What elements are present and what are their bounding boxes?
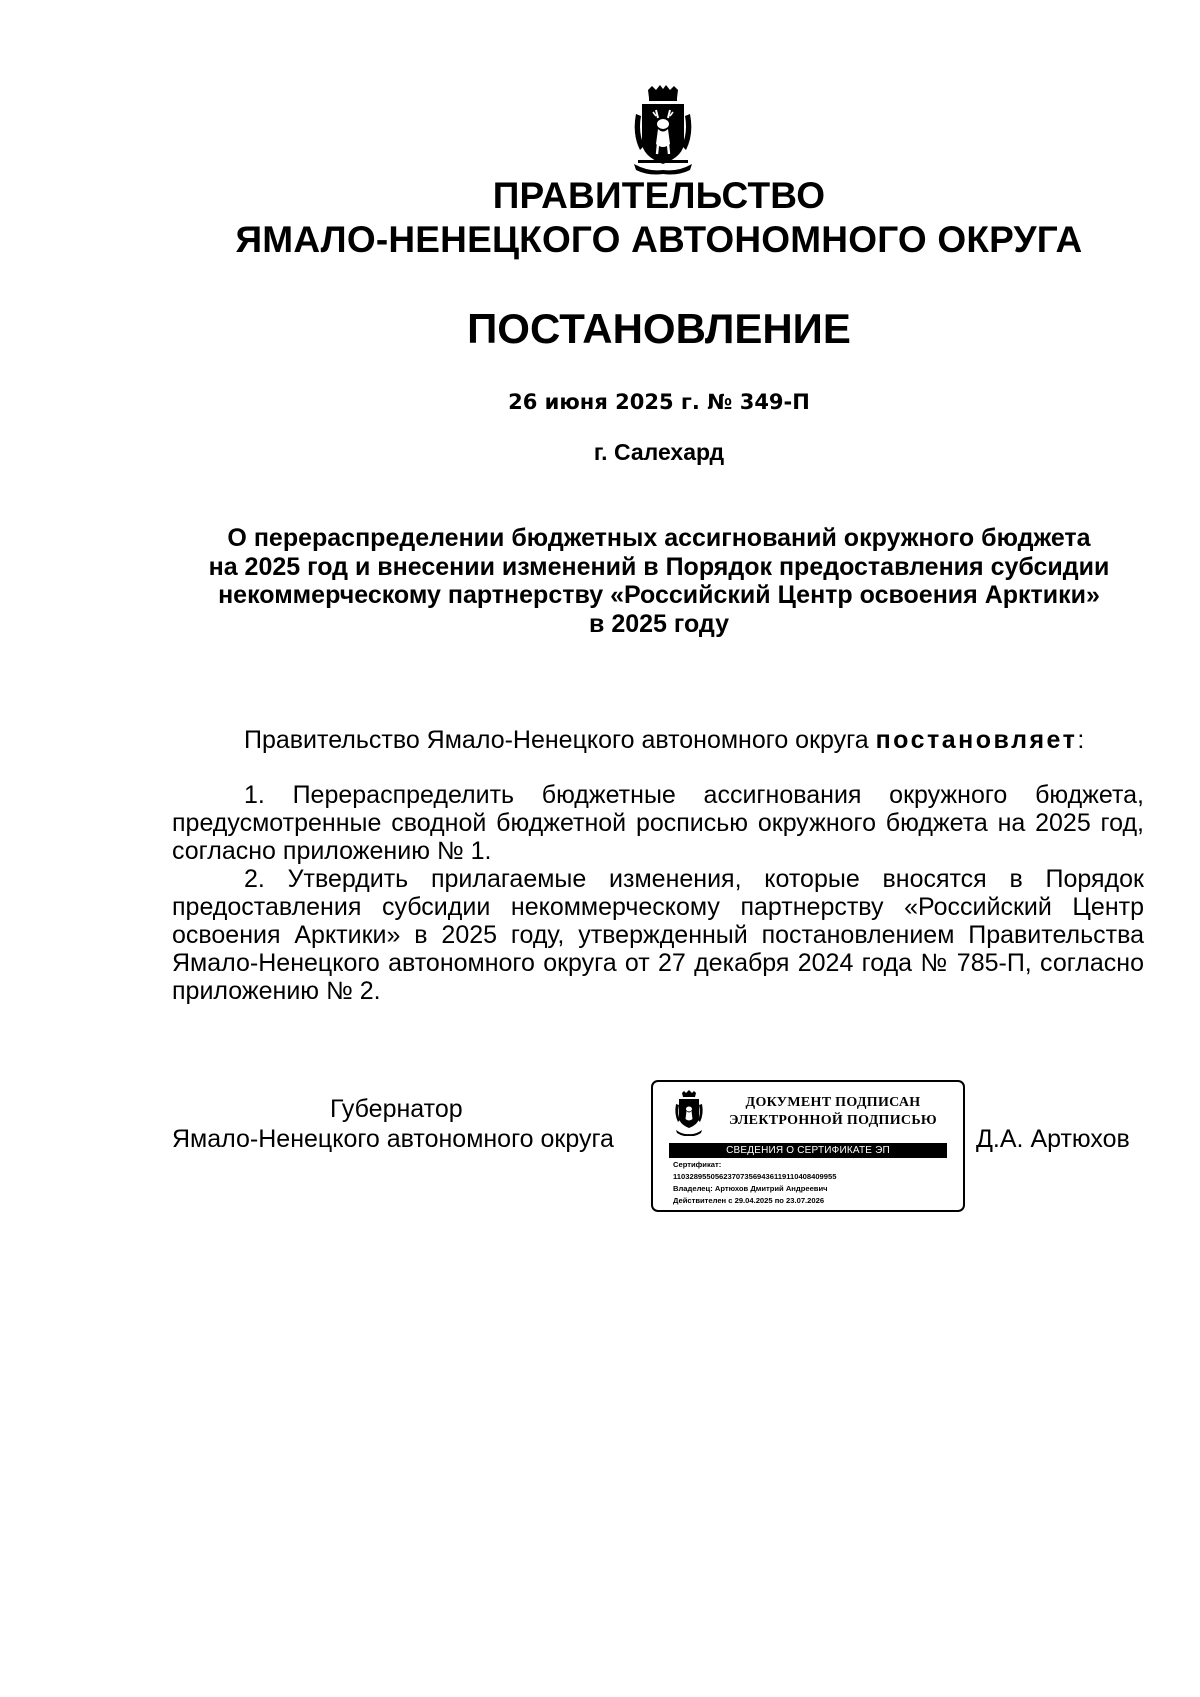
subject-line: некоммерческому партнерству «Российский Центр освоения Арктики» (218, 581, 1100, 609)
subject-line: О перераспределении бюджетных ассигнований окружного бюджета (227, 524, 1091, 552)
document-type: ПОСТАНОВЛЕНИЕ (467, 305, 851, 352)
signatory-title-line1: Губернатор (330, 1095, 463, 1123)
preamble (172, 726, 1144, 754)
document-date-number: 26 июня 2025 г. № 349-П (508, 390, 810, 414)
preamble-keyword: постановляет (875, 726, 1078, 754)
preamble-text: Правительство Ямало-Ненецкого автономного округа (244, 726, 876, 754)
signatory-title-line2: Ямало-Ненецкого автономного округа (172, 1125, 614, 1153)
document-subject (160, 524, 1158, 638)
stamp-coat-of-arms-icon (673, 1090, 705, 1136)
stamp-certificate-number: 110328955056237073569436119110408409955 (673, 1172, 837, 1181)
resolution-paragraph-1: 1. Перераспределить бюджетные ассигнования окружного бюджета, предусмотренные сводной бюджетной росписью окружного бюджета на 2025 год, согласно приложению № 1. (172, 781, 1144, 865)
subject-line: в 2025 году (589, 609, 729, 638)
resolution-paragraphs (172, 781, 1144, 1005)
signatory-name: Д.А. Артюхов (976, 1125, 1130, 1153)
document-city: г. Салехард (593, 439, 725, 465)
government-title-line1: ПРАВИТЕЛЬСТВО (492, 175, 826, 216)
stamp-certificate-label: Сертификат: (673, 1160, 722, 1169)
stamp-validity: Действителен с 29.04.2025 по 23.07.2026 (673, 1196, 825, 1205)
resolution-paragraph-2: 2. Утвердить прилагаемые изменения, которые вносятся в Порядок предоставления субсидии некоммерческому партнерству «Российский Центр освоения Арктики» в 2025 году, утвержденный постановлением Правительства Ямало-Ненецкого автономного округа от 27 декабря 2024 года № 785-П, согласно приложению № 2. (172, 865, 1144, 1005)
stamp-heading-line1: ДОКУМЕНТ ПОДПИСАН (745, 1095, 921, 1110)
coat-of-arms-icon (628, 84, 698, 176)
subject-line: на 2025 год и внесении изменений в Порядок предоставления субсидии (208, 552, 1110, 581)
stamp-owner: Владелец: Артюхов Дмитрий Андреевич (673, 1184, 828, 1193)
stamp-certificate-bar: СВЕДЕНИЯ О СЕРТИФИКАТЕ ЭП (669, 1143, 947, 1158)
preamble-colon: : (1077, 726, 1085, 754)
electronic-signature-stamp (651, 1080, 965, 1212)
stamp-heading-line2: ЭЛЕКТРОННОЙ ПОДПИСЬЮ (729, 1113, 937, 1128)
government-title-line2: ЯМАЛО-НЕНЕЦКОГО АВТОНОМНОГО ОКРУГА (235, 219, 1083, 260)
